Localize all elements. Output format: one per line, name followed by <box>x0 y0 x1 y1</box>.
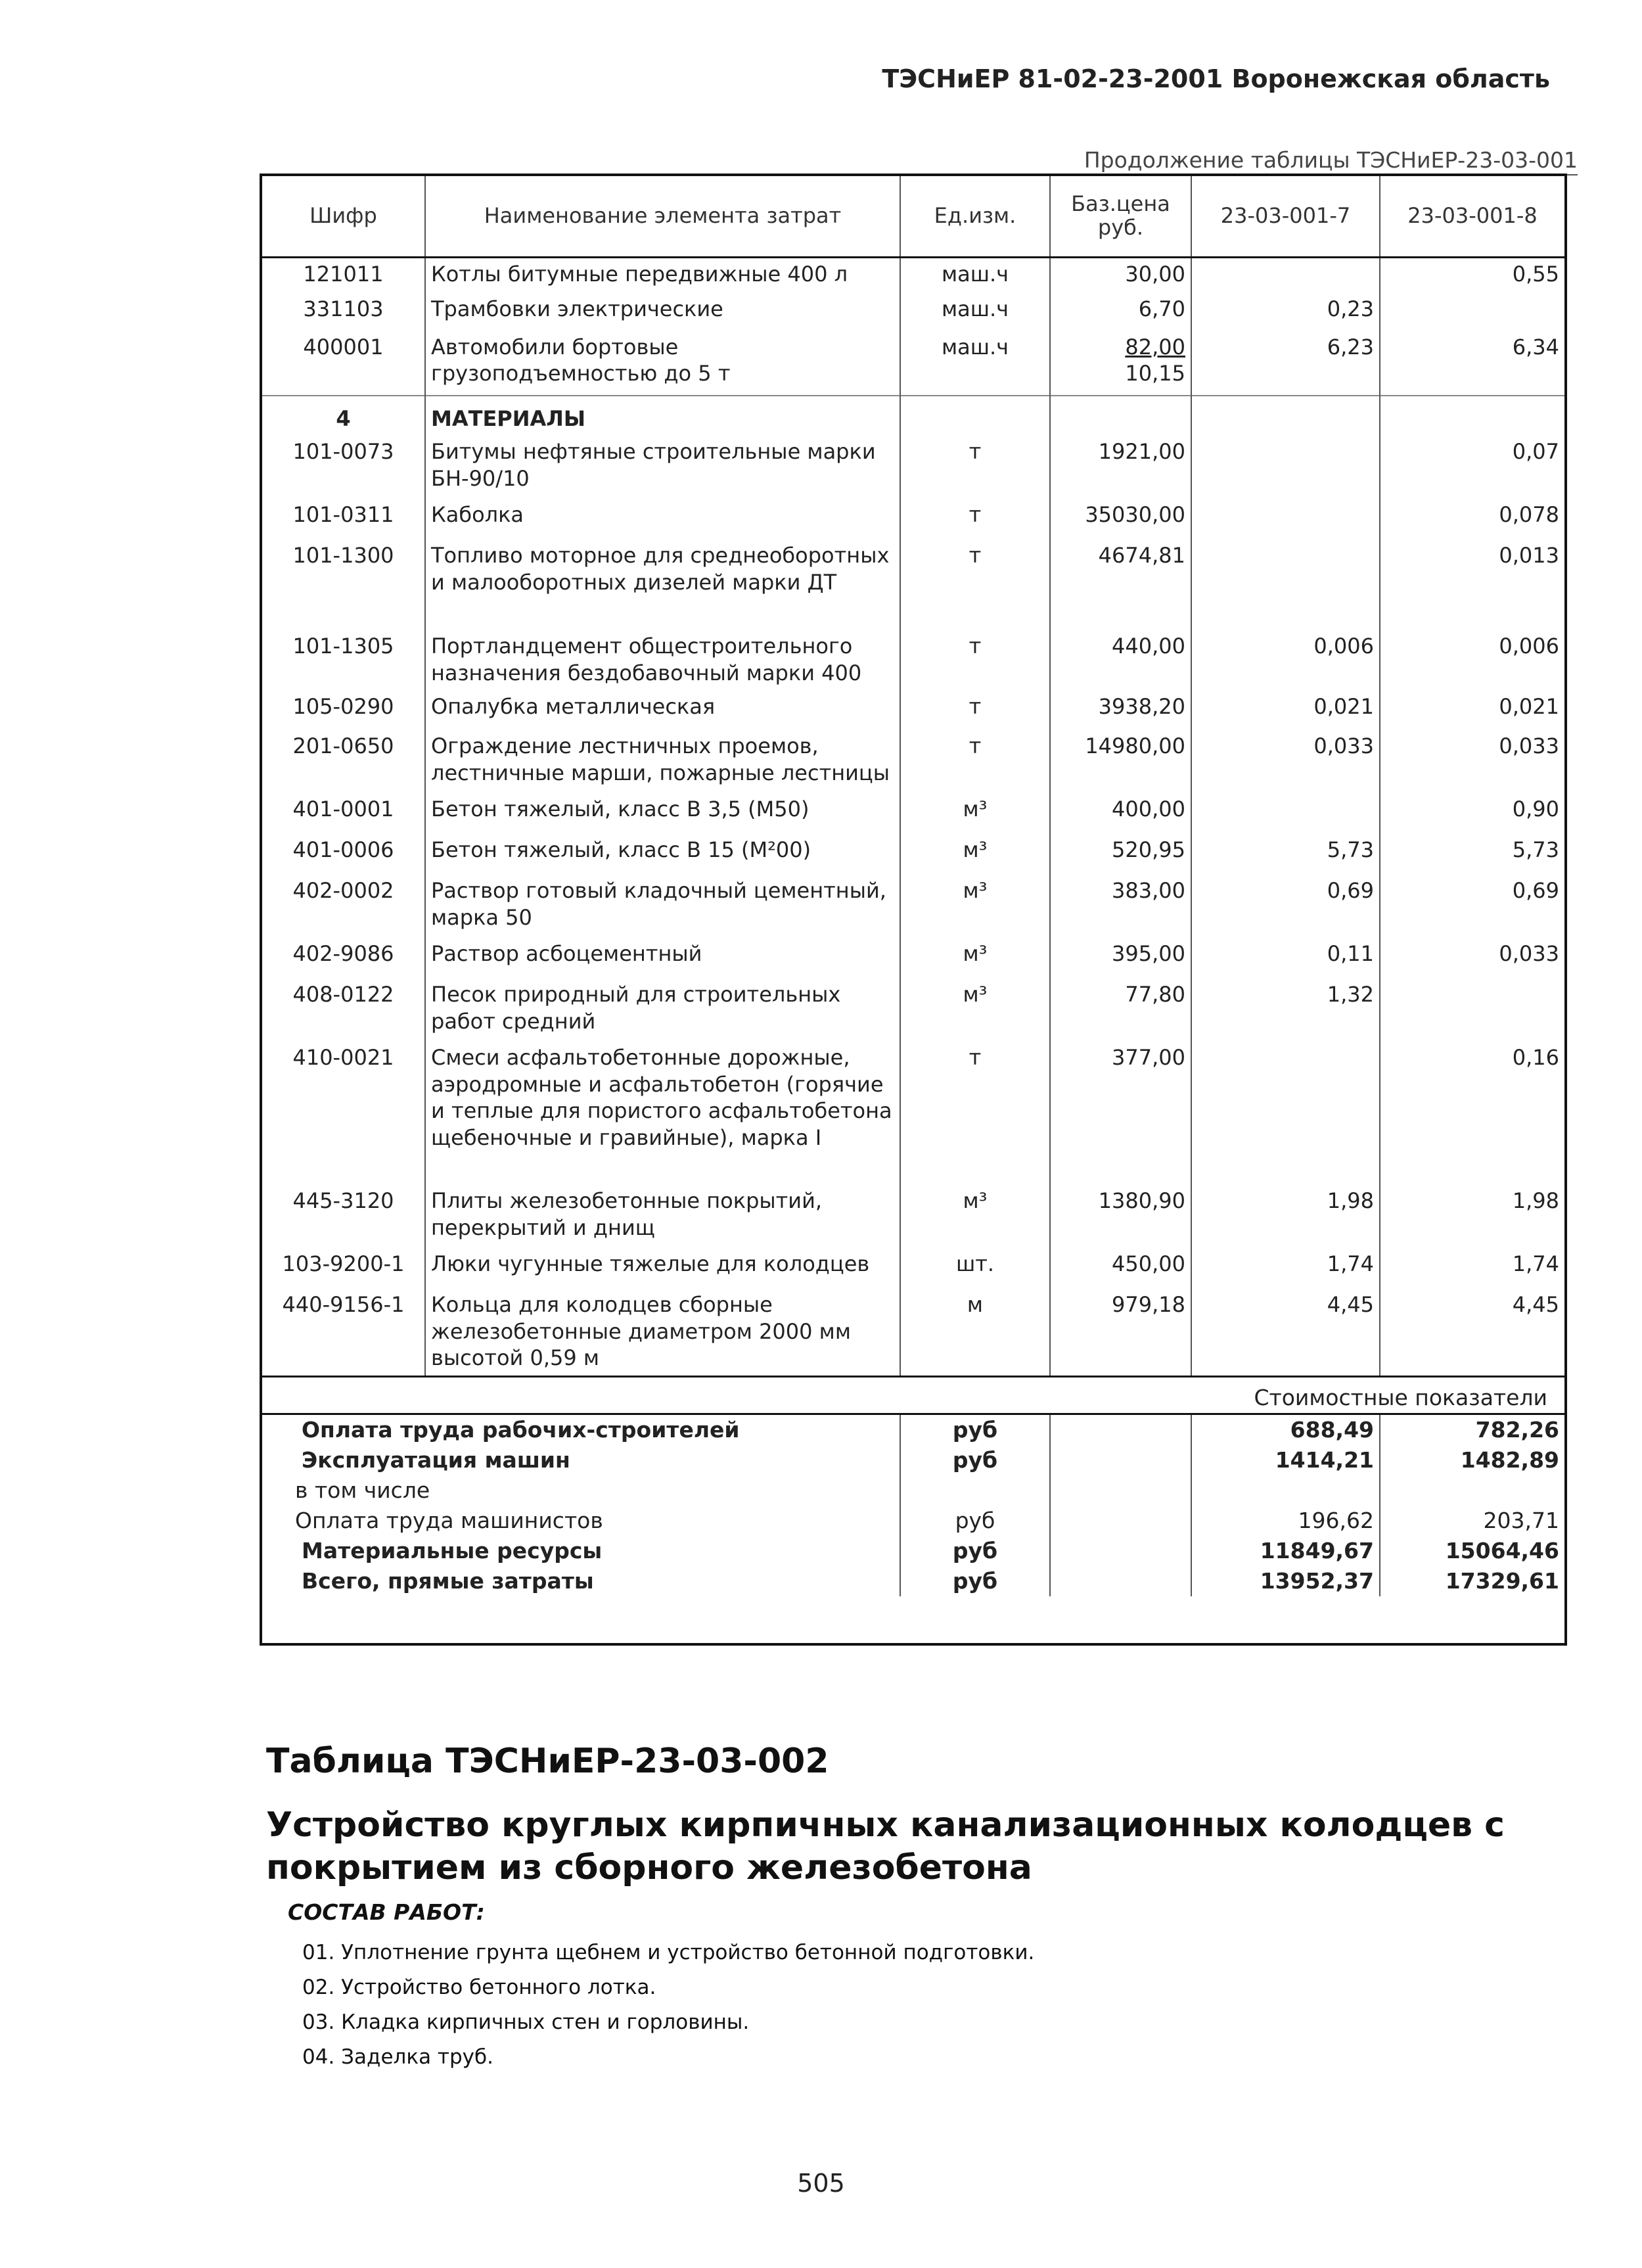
table-row <box>262 979 1564 1042</box>
row-unit: т <box>900 1042 1050 1185</box>
row-unit: маш.ч <box>900 293 1050 331</box>
row-name: Плиты железобетонные покрытий, перекрытий и днищ <box>425 1185 900 1248</box>
row-name: Топливо моторное для среднеоборотных и малооборотных дизелей марки ДТ <box>425 540 900 630</box>
row-code: 101-0073 <box>292 439 394 465</box>
summary-value-8: 1482,89 <box>1380 1445 1564 1475</box>
row-price-value: 30,00 <box>1125 262 1185 287</box>
header-base-price: Баз.цена руб. <box>1050 176 1191 258</box>
row-name: Люки чугунные тяжелые для колодцев <box>425 1248 900 1289</box>
summary-unit: руб <box>900 1566 1050 1596</box>
summary-value-7: 13952,37 <box>1191 1566 1380 1596</box>
row-price <box>1050 938 1191 979</box>
cost-summary <box>262 1377 1564 1596</box>
work-item: 03. Кладка кирпичных стен и горловины. <box>302 2010 750 2034</box>
works-heading: СОСТАВ РАБОТ: <box>288 1899 485 1925</box>
row-value-7 <box>1191 499 1380 540</box>
header-col-8: 23-03-001-8 <box>1380 176 1564 258</box>
row-value-7: 0,006 <box>1191 630 1380 691</box>
row-price <box>1050 293 1191 331</box>
row-value-7 <box>1191 436 1380 499</box>
work-item: 04. Заделка труб. <box>302 2045 493 2069</box>
row-unit: маш.ч <box>900 258 1050 293</box>
page-number: 505 <box>797 2169 845 2198</box>
row-price-value: 450,00 <box>1112 1251 1185 1277</box>
table-row <box>262 258 1564 293</box>
row-price <box>1050 691 1191 730</box>
row-value-7: 1,74 <box>1191 1248 1380 1289</box>
resource-table <box>260 174 1567 1646</box>
row-code: 401-0006 <box>292 837 394 863</box>
summary-unit: руб <box>900 1506 1050 1536</box>
summary-value-8: 203,71 <box>1380 1506 1564 1536</box>
summary-unit: руб <box>900 1536 1050 1566</box>
row-name: Портландцемент общестроительного назначения бездобавочный марки 400 <box>425 630 900 691</box>
row-code: 445-3120 <box>292 1188 394 1214</box>
row-price-value: 4674,81 <box>1098 543 1185 568</box>
summary-row <box>262 1445 1564 1475</box>
row-value-7: 0,033 <box>1191 730 1380 793</box>
table-row <box>262 875 1564 938</box>
row-code: 440-9156-1 <box>282 1292 405 1318</box>
row-name: Опалубка металлическая <box>425 691 900 730</box>
row-price-value: 82,00 <box>1125 334 1185 359</box>
row-value-8: 0,013 <box>1380 540 1564 630</box>
row-value-7: 0,021 <box>1191 691 1380 730</box>
row-unit: т <box>900 436 1050 499</box>
row-value-8: 6,34 <box>1380 331 1564 396</box>
summary-unit: руб <box>900 1414 1050 1445</box>
row-price <box>1050 1042 1191 1185</box>
row-unit: т <box>900 540 1050 630</box>
row-code: 402-0002 <box>292 878 394 904</box>
row-value-7: 0,11 <box>1191 938 1380 979</box>
table-continuation-caption: Продолжение таблицы ТЭСНиЕР-23-03-001 <box>1084 147 1578 175</box>
table-row <box>262 730 1564 793</box>
row-name: Кольца для колодцев сборные железобетонные диаметром 2000 мм высотой 0,59 м <box>425 1289 900 1376</box>
summary-value-7 <box>1191 1475 1380 1506</box>
header-name: Наименование элемента затрат <box>425 176 900 258</box>
row-price-value: 1380,90 <box>1098 1188 1185 1214</box>
summary-empty <box>1050 1445 1191 1475</box>
row-name: Трамбовки электрические <box>425 293 900 331</box>
row-price <box>1050 436 1191 499</box>
row-code: 401-0001 <box>292 797 394 822</box>
summary-empty <box>1050 1475 1191 1506</box>
row-price <box>1050 630 1191 691</box>
row-value-8: 0,006 <box>1380 630 1564 691</box>
row-price <box>1050 1185 1191 1248</box>
work-item: 02. Устройство бетонного лотка. <box>302 1976 656 1999</box>
row-unit: м³ <box>900 793 1050 834</box>
row-price <box>1050 875 1191 938</box>
row-code: 103-9200-1 <box>282 1251 405 1277</box>
summary-empty <box>1050 1536 1191 1566</box>
row-price-value: 14980,00 <box>1085 733 1185 759</box>
header-col-7: 23-03-001-7 <box>1191 176 1380 258</box>
next-table-subtitle: Устройство круглых кирпичных канализационных колодцев с покрытием из сборного железобетона <box>266 1805 1505 1887</box>
row-value-7: 1,32 <box>1191 979 1380 1042</box>
row-price-value: 1921,00 <box>1098 439 1185 465</box>
row-value-8: 0,033 <box>1380 938 1564 979</box>
row-code: 400001 <box>303 334 384 359</box>
row-unit: т <box>900 630 1050 691</box>
row-value-7 <box>1191 793 1380 834</box>
summary-row <box>262 1414 1564 1445</box>
table-row <box>262 793 1564 834</box>
summary-value-7: 688,49 <box>1191 1414 1380 1445</box>
row-unit: м³ <box>900 979 1050 1042</box>
table-row <box>262 834 1564 875</box>
table-row <box>262 1289 1564 1376</box>
section-number: 4 <box>262 396 425 436</box>
summary-label: в том числе <box>295 1477 430 1503</box>
summary-empty <box>1050 1506 1191 1536</box>
summary-row <box>262 1536 1564 1566</box>
summary-row <box>262 1566 1564 1596</box>
summary-label: Материальные ресурсы <box>302 1537 603 1563</box>
summary-unit <box>900 1475 1050 1506</box>
row-price-value: 3938,20 <box>1098 694 1185 720</box>
row-price-value: 440,00 <box>1112 634 1185 659</box>
row-value-7: 0,69 <box>1191 875 1380 938</box>
machines-rows <box>262 258 1564 396</box>
row-value-7 <box>1191 258 1380 293</box>
row-value-8: 0,16 <box>1380 1042 1564 1185</box>
row-price-value: 377,00 <box>1112 1045 1185 1071</box>
row-value-7: 6,23 <box>1191 331 1380 396</box>
row-value-8: 0,55 <box>1380 258 1564 293</box>
materials-section <box>262 396 1564 436</box>
row-price <box>1050 331 1191 396</box>
row-value-7: 4,45 <box>1191 1289 1380 1376</box>
row-code: 101-1305 <box>292 634 394 659</box>
row-name: Раствор готовый кладочный цементный, марка 50 <box>425 875 900 938</box>
summary-label: Оплата труда машинистов <box>295 1507 603 1533</box>
summary-label: Эксплуатация машин <box>302 1446 570 1473</box>
row-unit: шт. <box>900 1248 1050 1289</box>
table-row <box>262 331 1564 396</box>
header-unit: Ед.изм. <box>900 176 1050 258</box>
table-row <box>262 436 1564 499</box>
row-price <box>1050 1248 1191 1289</box>
row-name: Битумы нефтяные строительные марки БН-90/10 <box>425 436 900 499</box>
summary-value-7: 196,62 <box>1191 1506 1380 1536</box>
summary-label: Оплата труда рабочих-строителей <box>302 1416 740 1443</box>
row-value-8: 0,07 <box>1380 436 1564 499</box>
summary-row <box>262 1506 1564 1536</box>
summary-value-7: 11849,67 <box>1191 1536 1380 1566</box>
summary-value-8 <box>1380 1475 1564 1506</box>
row-price <box>1050 258 1191 293</box>
section-row <box>262 396 1564 436</box>
row-value-8: 0,078 <box>1380 499 1564 540</box>
table-row <box>262 1185 1564 1248</box>
table-row <box>262 540 1564 630</box>
row-code: 331103 <box>303 296 384 321</box>
row-price-value: 395,00 <box>1112 941 1185 967</box>
row-value-8: 0,69 <box>1380 875 1564 938</box>
row-value-7: 1,98 <box>1191 1185 1380 1248</box>
row-unit: т <box>900 499 1050 540</box>
cost-heading: Стоимостные показатели <box>262 1377 1564 1414</box>
row-name: Раствор асбоцементный <box>425 938 900 979</box>
row-price-value: 77,80 <box>1125 982 1185 1007</box>
row-code: 121011 <box>303 262 384 287</box>
work-item: 01. Уплотнение грунта щебнем и устройство бетонной подготовки. <box>302 1941 1035 1964</box>
row-code: 101-0311 <box>292 502 394 528</box>
summary-value-8: 15064,46 <box>1380 1536 1564 1566</box>
section-title: МАТЕРИАЛЫ <box>425 396 900 436</box>
row-price-value: 35030,00 <box>1085 502 1185 528</box>
row-price <box>1050 979 1191 1042</box>
row-name: Ограждение лестничных проемов, лестничные марши, пожарные лестницы <box>425 730 900 793</box>
row-value-8 <box>1380 293 1564 331</box>
row-unit: т <box>900 691 1050 730</box>
row-unit: т <box>900 730 1050 793</box>
row-price <box>1050 499 1191 540</box>
row-value-7: 0,23 <box>1191 293 1380 331</box>
summary-row <box>262 1475 1564 1506</box>
row-unit: м³ <box>900 875 1050 938</box>
row-code: 402-9086 <box>292 941 394 967</box>
table-row <box>262 938 1564 979</box>
row-code: 101-1300 <box>292 543 394 568</box>
table-row <box>262 499 1564 540</box>
summary-empty <box>1050 1566 1191 1596</box>
row-value-8 <box>1380 979 1564 1042</box>
row-name: Автомобили бортовые грузоподъемностью до 5 т <box>425 331 900 396</box>
row-price <box>1050 834 1191 875</box>
row-name: Котлы битумные передвижные 400 л <box>425 258 900 293</box>
row-price-value: 400,00 <box>1112 797 1185 822</box>
row-price <box>1050 730 1191 793</box>
row-value-8: 0,90 <box>1380 793 1564 834</box>
row-unit: м <box>900 1289 1050 1376</box>
row-name: Бетон тяжелый, класс В 3,5 (М50) <box>425 793 900 834</box>
table-row <box>262 293 1564 331</box>
materials-rows <box>262 436 1564 1376</box>
row-price <box>1050 540 1191 630</box>
table-row <box>262 1248 1564 1289</box>
row-price <box>1050 1289 1191 1376</box>
row-value-7: 5,73 <box>1191 834 1380 875</box>
row-price-secondary: 10,15 <box>1125 361 1185 386</box>
row-value-7 <box>1191 540 1380 630</box>
summary-empty <box>1050 1414 1191 1445</box>
works-list <box>302 1935 1034 2075</box>
row-code: 410-0021 <box>292 1045 394 1071</box>
row-value-8: 4,45 <box>1380 1289 1564 1376</box>
row-value-7 <box>1191 1042 1380 1185</box>
row-value-8: 0,033 <box>1380 730 1564 793</box>
row-code: 408-0122 <box>292 982 394 1007</box>
row-code: 201-0650 <box>292 733 394 759</box>
row-name: Песок природный для строительных работ средний <box>425 979 900 1042</box>
row-price <box>1050 793 1191 834</box>
summary-value-7: 1414,21 <box>1191 1445 1380 1475</box>
cost-heading-row <box>262 1377 1564 1414</box>
row-price-value: 979,18 <box>1112 1292 1185 1318</box>
row-value-8: 0,021 <box>1380 691 1564 730</box>
table-row <box>262 691 1564 730</box>
row-code: 105-0290 <box>292 694 394 720</box>
running-head: ТЭСНиЕР 81-02-23-2001 Воронежская область <box>882 64 1550 93</box>
row-name: Смеси асфальтобетонные дорожные, аэродромные и асфальтобетон (горячие и теплые для пористого асфальтобетона щебеночные и гравийные), марка I <box>425 1042 900 1185</box>
row-price-value: 6,70 <box>1138 296 1185 321</box>
row-price-value: 520,95 <box>1112 837 1185 863</box>
header-code: Шифр <box>262 176 425 258</box>
summary-unit: руб <box>900 1445 1050 1475</box>
table-row <box>262 630 1564 691</box>
row-unit: м³ <box>900 834 1050 875</box>
table-row <box>262 1042 1564 1185</box>
summary-label: Всего, прямые затраты <box>302 1567 594 1594</box>
row-unit: м³ <box>900 1185 1050 1248</box>
row-name: Каболка <box>425 499 900 540</box>
summary-value-8: 782,26 <box>1380 1414 1564 1445</box>
row-price-value: 383,00 <box>1112 878 1185 904</box>
table-header-row <box>262 176 1564 258</box>
row-unit: м³ <box>900 938 1050 979</box>
row-name: Бетон тяжелый, класс В 15 (М²00) <box>425 834 900 875</box>
next-table-title: Таблица ТЭСНиЕР-23-03-002 <box>266 1742 829 1781</box>
row-unit: маш.ч <box>900 331 1050 396</box>
row-value-8: 1,98 <box>1380 1185 1564 1248</box>
row-value-8: 1,74 <box>1380 1248 1564 1289</box>
row-value-8: 5,73 <box>1380 834 1564 875</box>
summary-value-8: 17329,61 <box>1380 1566 1564 1596</box>
